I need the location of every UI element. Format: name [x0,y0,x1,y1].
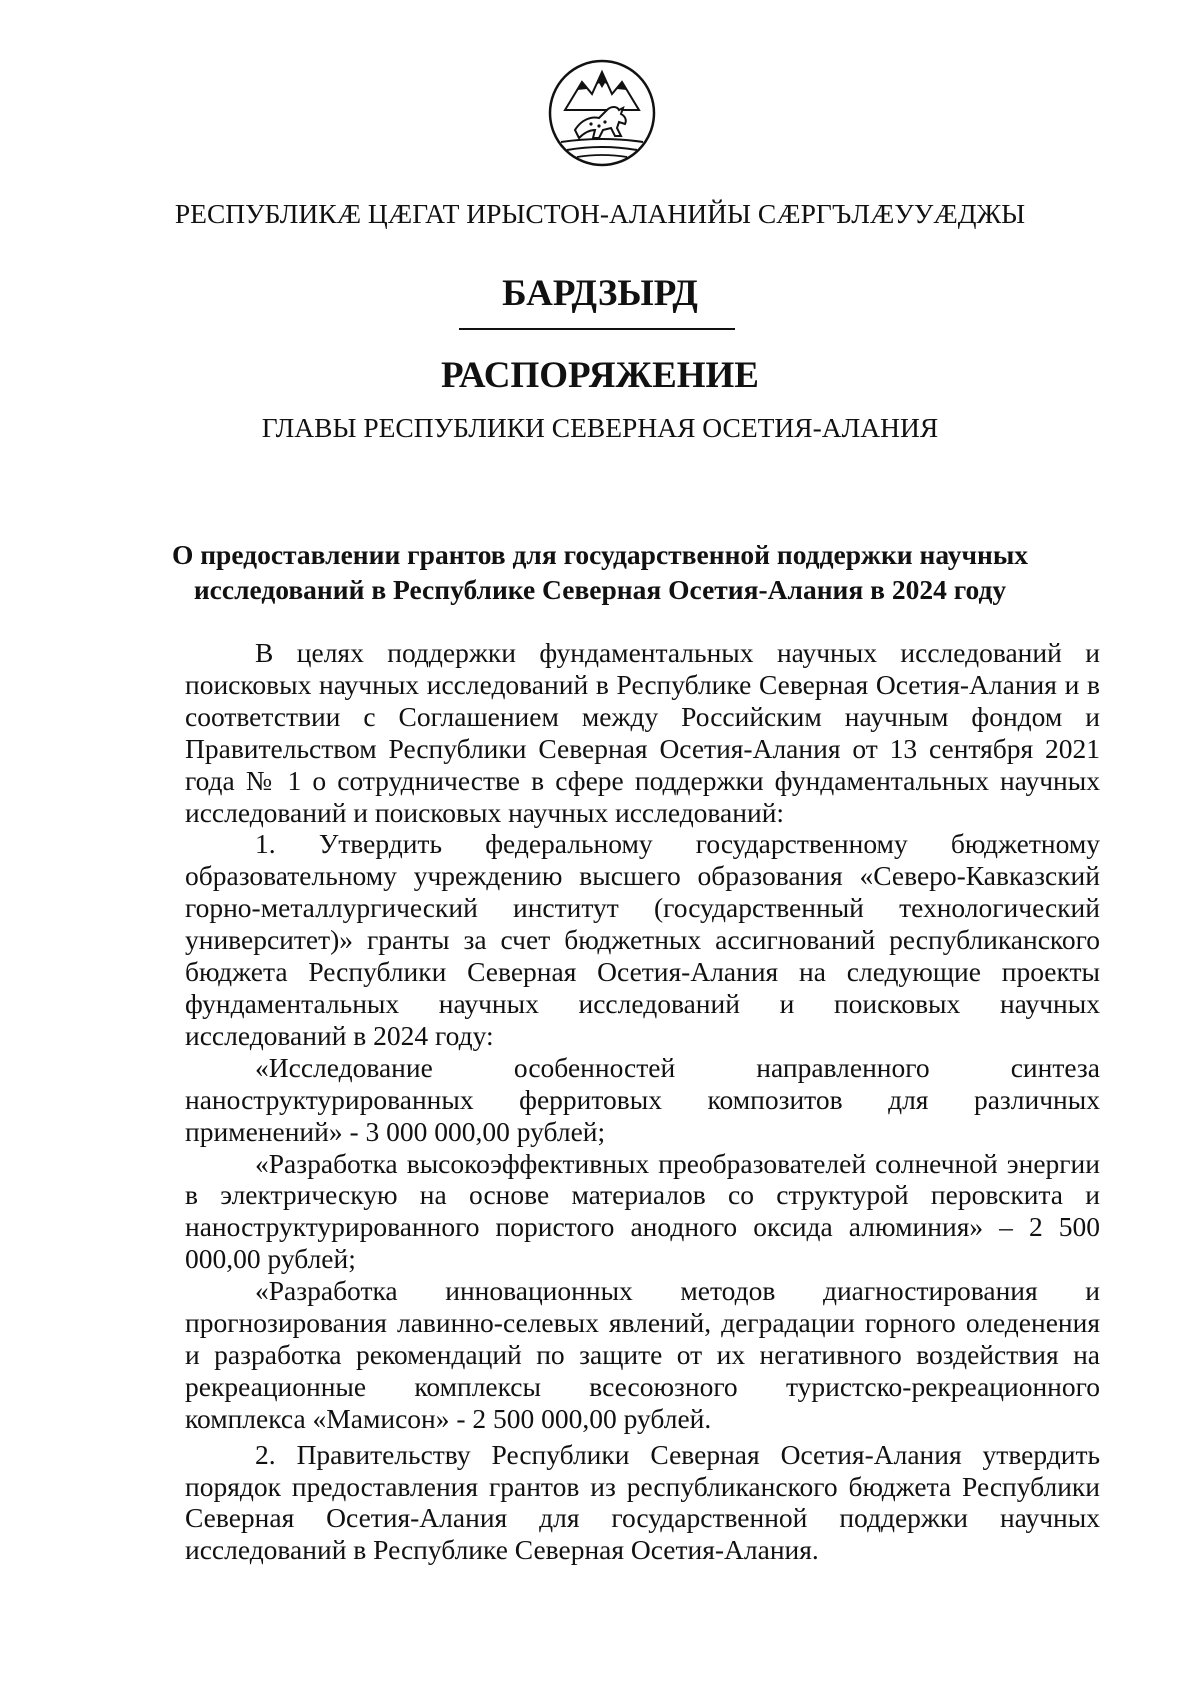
subject-line-2: исследований в Республике Северная Осетия-Алания в 2024 году [193,574,1007,605]
subject-line-1: О предоставлении грантов для государственной поддержки научных [171,539,1029,570]
document-type-ossetian: БАРДЗЫРД [502,273,698,314]
title-divider [459,328,735,330]
issuer-name-ossetian: РЕСПУБЛИКӔ ЦӔГАТ ИРЫСТОН-АЛАНИЙЫ СӔРГЪЛӔУУӔДЖЫ [174,198,1026,229]
project-1-paragraph: «Исследование особенностей направленного синтеза наноструктурированных ферритовых композитов для различных применений» - 3 000 000,00 рублей; [185,1051,1100,1147]
project-3-paragraph: «Разработка инновационных методов диагностирования и прогнозирования лавинно-селевых явлений, деградации горного оледенения и разработка рекомендаций по защите от их негативного воздействия на рекреационные комплексы всесоюзного туристско-рекреационного комплекса «Мамисон» - 2 500 000,00 рублей. [185,1275,1100,1434]
clause-2-paragraph: 2. Правительству Республики Северная Осетия-Алания утвердить порядок предоставления грантов из республиканского бюджета Республики Северная Осетия-Алания для государственной поддержки научных исследований в Республике Северная Осетия-Алания. [185,1438,1100,1566]
document-subject [150,537,1050,607]
clause-1-paragraph: 1. Утвердить федеральному государственному бюджетному образовательному учреждению высшего образования «Северо-Кавказский горно-металлургический институт (государственный технологический университет)» гранты за счет бюджетных ассигнований республиканского бюджета Республики Северная Осетия-Алания на следующие проекты фундаментальных научных исследований и поисковых научных исследований в 2024 году: [185,828,1100,1051]
preamble-paragraph: В целях поддержки фундаментальных научных исследований и поисковых научных исследований в Республике Северная Осетия-Алания и в соответствии с Соглашением между Российским научным фондом и Правительством Республики Северная Осетия-Алания от 13 сентября 2021 года № 1 о сотрудничестве в сфере поддержки фундаментальных научных исследований и поисковых научных исследований: [185,637,1100,828]
document-type-russian: РАСПОРЯЖЕНИЕ [440,355,759,396]
document-body [185,637,1100,1566]
coat-of-arms-emblem [547,58,657,168]
issuer-name-russian: ГЛАВЫ РЕСПУБЛИКИ СЕВЕРНАЯ ОСЕТИЯ-АЛАНИЯ [261,412,939,443]
project-2-paragraph: «Разработка высокоэффективных преобразователей солнечной энергии в электрическую на основе материалов со структурой перовскита и наноструктурированного пористого анодного оксида алюминия» – 2 500 000,00 рублей; [185,1147,1100,1275]
